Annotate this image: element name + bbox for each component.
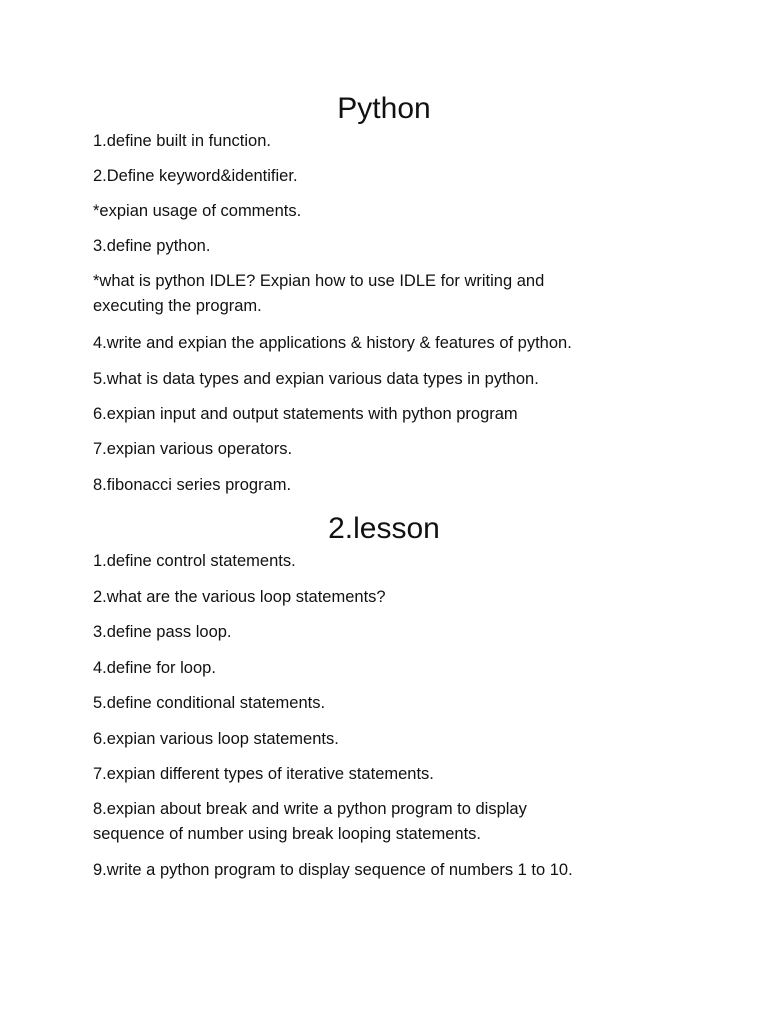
list-item: 1.define built in function. xyxy=(93,132,271,150)
list-item: 8.expian about break and write a python program to display sequence of number using break looping statements. xyxy=(93,800,527,843)
list-item: 5.define conditional statements. xyxy=(93,694,326,712)
list-item: 7.expian different types of iterative statements. xyxy=(93,765,434,783)
list-item: 2.what are the various loop statements? xyxy=(93,588,386,606)
list-item: 6.expian various loop statements. xyxy=(93,730,339,748)
section-title-lesson-2: 2.lesson xyxy=(328,512,440,545)
section-title-python: Python xyxy=(337,92,431,125)
list-item: 3.define pass loop. xyxy=(93,623,232,641)
list-item: *what is python IDLE? Expian how to use IDLE for writing and executing the program. xyxy=(93,272,545,315)
list-item: 9.write a python program to display sequence of numbers 1 to 10. xyxy=(93,861,573,879)
list-item: 5.what is data types and expian various data types in python. xyxy=(93,370,539,388)
list-item: 6.expian input and output statements with python program xyxy=(93,405,518,423)
list-item: 7.expian various operators. xyxy=(93,440,293,458)
list-item: 3.define python. xyxy=(93,237,211,255)
list-item: *expian usage of comments. xyxy=(93,202,302,220)
list-item: 4.write and expian the applications & history & features of python. xyxy=(93,334,572,352)
list-item: 2.Define keyword&identifier. xyxy=(93,167,298,185)
list-item: 4.define for loop. xyxy=(93,659,216,677)
list-item: 1.define control statements. xyxy=(93,552,296,570)
list-item: 8.fibonacci series program. xyxy=(93,476,292,494)
